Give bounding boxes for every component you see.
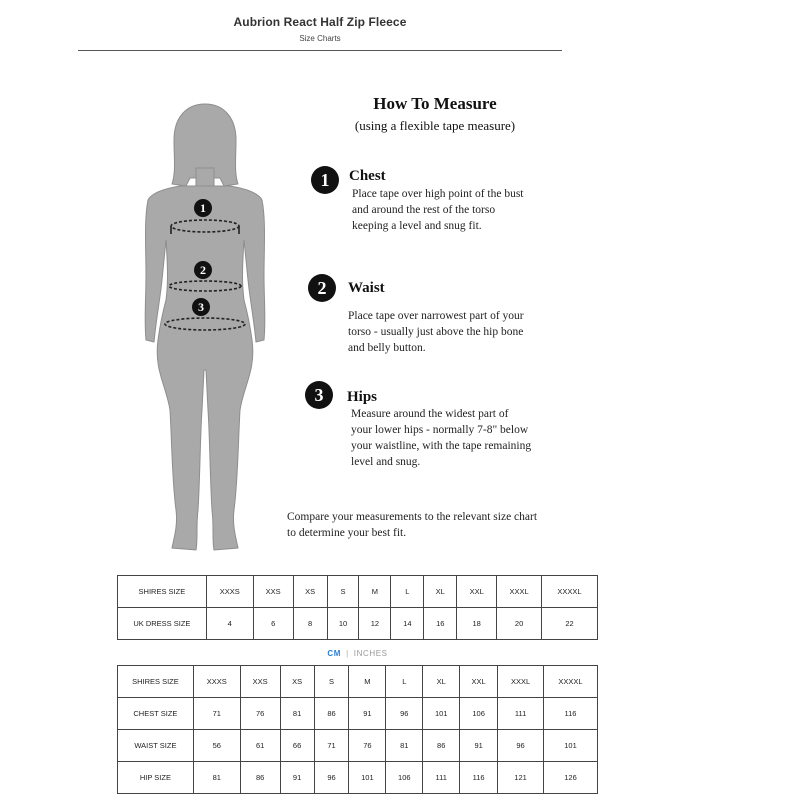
table-cell: XXXL [497,576,542,608]
table-cell: XXXS [193,666,240,698]
table-cell: 12 [359,608,391,640]
table-cell: 81 [386,730,423,762]
table-cell: 126 [544,762,598,794]
how-to-measure-subtitle: (using a flexible tape measure) [354,118,516,133]
step-title-waist: Waist [348,280,385,296]
table-cell: 20 [497,608,542,640]
body-silhouette-illustration [140,100,270,562]
table-cell: 10 [327,608,359,640]
table-cell: 91 [280,762,314,794]
table-cell: 86 [423,730,460,762]
table-cell: 56 [193,730,240,762]
table-cell: 101 [349,762,386,794]
table-cell: 76 [349,730,386,762]
table-cell: 111 [423,762,460,794]
table-cell: L [386,666,423,698]
step-text-line: keeping a level and snug fit. [352,220,482,232]
table-cell: 96 [314,762,349,794]
table-cell: 106 [386,762,423,794]
units-separator: | [346,649,349,658]
table-cell: 101 [423,698,460,730]
step-text-line: your lower hips - normally 7-8" below [351,424,529,436]
table-cell: 16 [424,608,457,640]
table-cell: 81 [193,762,240,794]
step-text-line: Measure around the widest part of [351,408,509,420]
compare-note [287,509,562,541]
table-cell: 111 [498,698,544,730]
table-cell: XL [423,666,460,698]
how-to-measure-title: How To Measure [373,94,497,113]
table-cell: XL [424,576,457,608]
step-text-line: level and snug. [351,456,421,468]
table-cell: 8 [293,608,327,640]
table-row [118,698,598,730]
row-header-cell: SHIRES SIZE [118,576,207,608]
figure-marker-label-2: 2 [200,263,206,277]
table-cell: XXXXL [544,666,598,698]
figure-marker-label-3: 3 [198,300,204,314]
step-text-hips [351,406,531,470]
step-text-chest [352,186,524,234]
table-cell: 76 [240,698,280,730]
units-inches-option[interactable]: INCHES [353,649,388,658]
table-cell: 86 [240,762,280,794]
row-header-cell: SHIRES SIZE [118,666,194,698]
table-cell: S [327,576,359,608]
step-text-line: Place tape over high point of the bust [352,188,524,200]
table-row [118,576,598,608]
table-cell: XXS [253,576,293,608]
page-header [78,10,562,43]
step-text-waist [348,308,524,356]
table-cell: 91 [460,730,498,762]
table-cell: 96 [498,730,544,762]
table-cell: 71 [193,698,240,730]
uk-dress-size-table [117,575,598,640]
step-text-line: Place tape over narrowest part of your [348,310,524,322]
table-cell: M [359,576,391,608]
page-subtitle: Size Charts [299,34,341,43]
table-cell: 14 [391,608,424,640]
table-cell: S [314,666,349,698]
table-cell: XS [280,666,314,698]
table-cell: 4 [206,608,253,640]
table-cell: 96 [386,698,423,730]
row-header-cell: CHEST SIZE [118,698,194,730]
step-title-chest: Chest [349,168,386,184]
step-text-line: and belly button. [348,342,426,354]
compare-note-line: to determine your best fit. [287,527,407,539]
row-header-cell: HIP SIZE [118,762,194,794]
units-toggle [117,649,598,658]
step-number-hips: 3 [305,381,333,409]
figure-marker-label-1: 1 [200,201,206,215]
row-header-cell: WAIST SIZE [118,730,194,762]
table-row [118,762,598,794]
table-cell: XXXS [206,576,253,608]
table-cell: 81 [280,698,314,730]
table-cell: M [349,666,386,698]
table-cell: 18 [457,608,497,640]
table-cell: XS [293,576,327,608]
step-text-line: your waistline, with the tape remaining [351,440,532,452]
step-number-chest: 1 [311,166,339,194]
table-cell: 116 [460,762,498,794]
step-title-hips: Hips [347,389,378,405]
step-number-waist: 2 [308,274,336,302]
table-row [118,666,598,698]
compare-note-line: Compare your measurements to the relevant size chart [287,511,538,523]
table-cell: 101 [544,730,598,762]
table-cell: 61 [240,730,280,762]
header-divider [78,50,562,51]
table-cell: 86 [314,698,349,730]
units-cm-option[interactable]: CM [327,649,342,658]
table-cell: XXL [460,666,498,698]
table-cell: 66 [280,730,314,762]
table-cell: 116 [544,698,598,730]
product-title: Aubrion React Half Zip Fleece [233,15,407,29]
table-cell: XXXL [498,666,544,698]
table-cell: 106 [460,698,498,730]
row-header-cell: UK DRESS SIZE [118,608,207,640]
step-text-line: torso - usually just above the hip bone [348,326,524,338]
step-text-line: and around the rest of the torso [352,204,496,216]
table-cell: 121 [498,762,544,794]
table-cell: XXL [457,576,497,608]
table-cell: 6 [253,608,293,640]
table-cell: L [391,576,424,608]
cm-size-table [117,665,598,794]
table-cell: 91 [349,698,386,730]
table-row [118,730,598,762]
table-cell: 22 [542,608,598,640]
table-cell: XXXXL [542,576,598,608]
table-cell: 71 [314,730,349,762]
table-row [118,608,598,640]
table-cell: XXS [240,666,280,698]
